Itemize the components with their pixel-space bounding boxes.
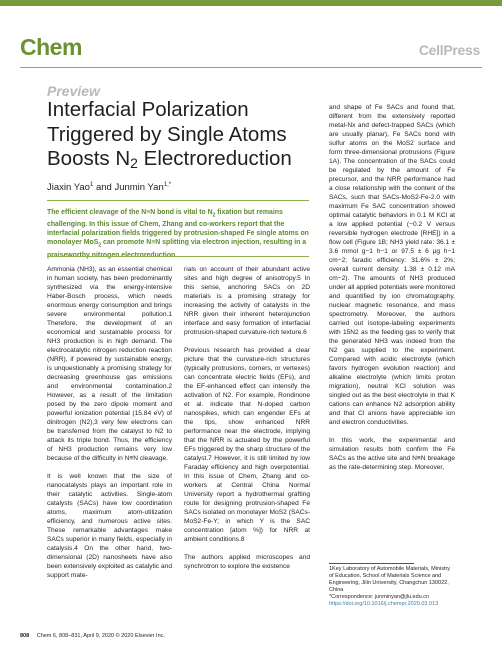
- paragraph: It is well known that the size of nanocatalysts plays an important role in their catalytic activities. Single-atom catalysts (SACs) have low coordination atoms, maximum atom-utilization efficiency, and numerous active sites. These remarkable advantages make SACs superior in many fields, especially in catalysis.4 On the other hand, two-dimensional (2D) nanosheets have also been extensively exploited as catalytic and support mate-: [47, 473, 172, 579]
- body-column-1: [47, 265, 172, 589]
- journal-name: Chem: [20, 34, 82, 60]
- abstract-top-rule: [47, 200, 309, 201]
- title-line-2: Triggered by Single Atoms: [47, 122, 287, 146]
- body-column-3: [329, 103, 455, 481]
- abstract-sub-2: 2: [98, 242, 102, 249]
- author-2: Junmin Yan: [114, 182, 164, 194]
- correspondence-footnote[interactable]: *Correspondence: junminyan@jlu.edu.cn: [329, 594, 430, 600]
- author-list: [47, 182, 171, 193]
- title-line-1: Interfacial Polarization: [47, 98, 249, 121]
- footer-citation: Chem 6, 808–831, April 9, 2020 © 2020 Elsevier Inc.: [36, 633, 165, 639]
- section-label: Preview: [47, 83, 100, 99]
- page-number: 808: [20, 633, 30, 639]
- author-separator: and: [93, 182, 115, 194]
- abstract-sub-1: 2: [212, 212, 216, 219]
- title-line-3a: Boosts N: [47, 147, 131, 170]
- paragraph: Previous research has provided a clear picture that the curvature-rich structures (typically protrusions, corners, or vertexes) can concentrate electric fields (EFs), and the EF-enhanced effect can intensify the activation of N2. For example, Rondinone et al. indicate that N-doped carbon nanospikes, which can engender EFs at the tips, show enhanced NRR performance near the electrode, implying that the NRR is actuated by the powerful EFs triggered by the sharp structure of the catalyst.7 However, it is still limited by low Faraday efficiency and high overpotential. In this issue of Chem, Zhang and co-workers at Central China Normal University report a hydrothermal grafting route for designing protrusion-shaped Fe SACs isolated on monolayer MoS2 (SACs-MoS2-Fe-Y; in which Y is the SAC concentration [atom %]) for NRR at ambient conditions.8: [184, 347, 310, 543]
- affiliation-footnote: 1Key Laboratory of Automobile Materials, Ministry of Education, School of Materials Science and Engineering, Jilin University, Changchun 130022, China: [329, 566, 451, 593]
- paragraph: Ammonia (NH3), as an essential chemical in human society, has been predominantly synthesized via the energy-intensive Haber-Bosch process, which needs enormous energy consumption and brings severe environmental pollution.1 Therefore, the development of an economical and sustainable process for NH3 production is in high demand. The electrocatalytic nitrogen reduction reaction (NRR), if powered by sustainable energy, is unquestionably a promising strategy for decreasing greenhouse gas emissions and environmental contamination.2 However, as a result of the limitation posed by the zero dipole moment and powerful ionization potential (15.84 eV) of dinitrogen (N2),3 very few electrons can be transferred from the catalyst to N2 to attack its triple bond. Thus, the efficiency of NH3 production remains very low because of the difficulty in N≡N cleavage.: [47, 266, 172, 462]
- author-1: Jiaxin Yao: [47, 182, 90, 194]
- author-1-affil: 1: [89, 182, 94, 188]
- paragraph: In this work, the experimental and simulation results both confirm the Fe SACs as the active site and N≡N breakage as the rate-determining step. Moreover,: [329, 437, 455, 471]
- abstract-part-1: The efficient cleavage of the N≡N bond is vital to N: [47, 209, 213, 216]
- footnote-divider: [329, 563, 414, 564]
- author-2-affil: 1,*: [163, 182, 172, 188]
- page-footer: [20, 633, 165, 639]
- header-divider: [20, 67, 482, 68]
- paragraph: The authors applied microscopes and synchrotron to explore the existence: [184, 554, 310, 570]
- body-column-2: [184, 265, 310, 580]
- article-title: [47, 98, 317, 172]
- paragraph: rials on account of their abundant active sites and high degree of anisotropy.5 In this sense, anchoring SACs on 2D materials is a promising strategy for increasing the activity of catalysts in the NRR given their inherent heterojunction interface and easy formation of interfacial protrusion-shaped curvature-rich texture.6: [184, 266, 310, 336]
- doi-link[interactable]: https://doi.org/10.1016/j.chempr.2020.03.013: [329, 601, 439, 607]
- title-line-3b: Electroreduction: [137, 147, 292, 170]
- abstract-part-3: can promote N≡N splitting via electron injection, resulting in a: [103, 239, 307, 247]
- paragraph: and shape of Fe SACs and found that, different from the extensively reported metal-Nx and defect-trapped SACs (which are usually planar), Fe SACs bond with sulfur atoms on the MoS2 surface and form three-dimensional protrusions (Figure 1A). The concentration of the SACs could be regulated by the amount of Fe precursor, and the NRR performance had a close relationship with the content of the SACs, such that SACs-MoS2-Fe-2.0 with maximum Fe SAC concentration showed optimal catalytic behaviors in 0.1 M KCl at a low applied potential (−0.2 V versus reversible hydrogen electrode [RHE]) in a flow cell (Figure 1B; NH3 yield rate: 36.1 ± 3.6 mmol g−1 h−1 or 97.5 ± 6 μg h−1 cm−2; faradic efficiency: 31.6% ± 2%; overall current density: 1.38 ± 0.12 mA cm−2). The amounts of NH3 produced under all applied potentials were monitored and quantified by ion chromatography, nuclear magnetic resonance, and mass spectrometry. Moreover, the authors carried out isotope-labeling experiments with 15N2 as the feeding gas to verify that the generated NH3 was indeed from the N2 gas supplied to the experiment. Compared with acidic electrolyte (which favors hydrogen evolution reaction) and alkaline electrolyte (which limits proton migration), neutral KCl solution was singled out as the best electrolyte in that K cations can enhance N2 adsorption ability and that Cl anions have appreciable ion and electron conductivities.: [329, 104, 455, 426]
- top-accent-bar: [0, 0, 502, 6]
- abstract: [47, 208, 309, 260]
- publisher-logo: CellPress: [418, 42, 480, 58]
- title-subscript: 2: [130, 155, 138, 171]
- abstract-bottom-rule: [47, 256, 309, 257]
- abstract-part-2: fixation but remains challenging. In this issue of Chem, Zhang and co-workers report that the interfacial polarization fields triggered by protrusion-shaped Fe single atoms on monolayer MoS: [47, 209, 309, 247]
